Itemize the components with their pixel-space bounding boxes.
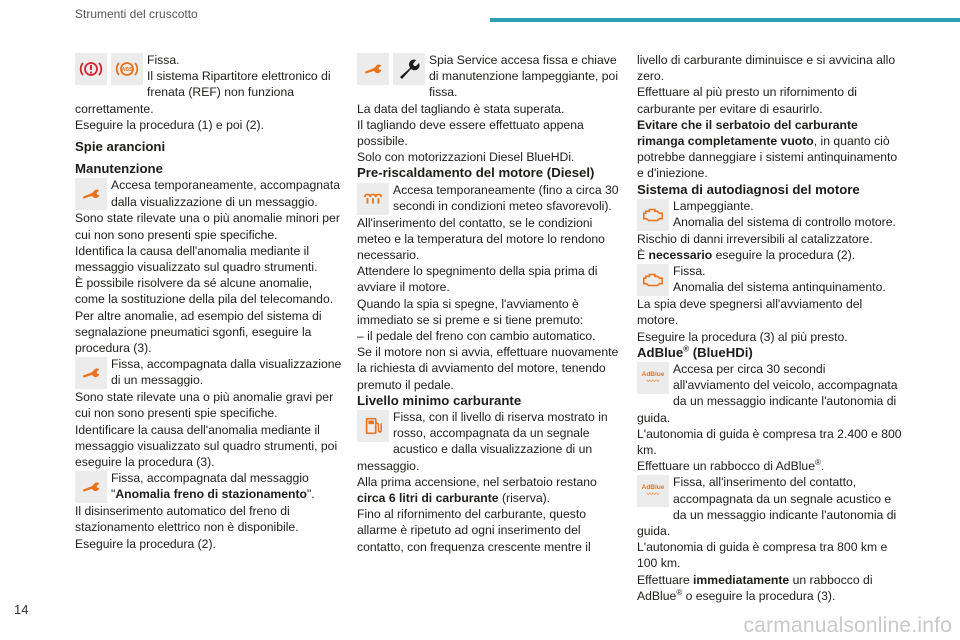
diag-1-p2: Rischio di danni irreversibili al catalizzatore. (637, 231, 873, 246)
diag-2-state: Fissa. (673, 264, 706, 279)
ref-warning-entry (75, 52, 343, 133)
fuel-cont-p3: Evitare che il serbatoio del carburante rimanga completamente vuoto, in quanto ciò potrebbe danneggiare i sistemi antinquinamento e d'iniezione. (637, 117, 898, 181)
subheading-maintenance: Manutenzione (75, 161, 163, 177)
fuel-p2: Fino al rifornimento del carburante, questo allarme è ripetuto ad ogni inserimento del contatto, con frequenza crescente mentre il (357, 507, 591, 554)
adblue-icon: AdBlue 〰〰 (637, 475, 669, 507)
glow-plug-icon (357, 183, 389, 215)
maintenance-2-p1: Sono state rilevate una o più anomalie gravi per cui non sono presenti spie specifiche. (75, 390, 334, 421)
diag-entry-2 (637, 263, 905, 296)
svg-text:ABS: ABS (121, 67, 133, 73)
diag-1-p3: È necessario eseguire la procedura (2). (637, 248, 856, 263)
wrench-black-icon (393, 53, 425, 85)
running-header: Strumenti del cruscotto (75, 7, 198, 21)
preheat-p3: Quando la spia si spegne, l'avviamento è immediato se si preme e si tiene premuto: (357, 296, 584, 327)
service-p1: La data del tagliando è stata superata. (357, 101, 565, 116)
maintenance-1-p1: Sono state rilevate una o più anomalie minori per cui non sono presenti spie specifiche. (75, 211, 340, 242)
maintenance-1-p2: Identifica la causa dell'anomalia mediante il messaggio visualizzato sul quadro strumenti. (75, 243, 318, 275)
diag-entry-1 (637, 198, 905, 231)
ref-description: Il sistema Ripartitore elettronico di frenata (REF) non funziona correttamente. (75, 69, 331, 116)
brake-fault-red-icon (75, 53, 107, 85)
fuel-state: Fissa, con il livello di riserva mostrato in rosso, accompagnata da un segnale acustico e dalla visualizzazione di un messaggio. (357, 410, 608, 473)
ref-state: Fissa. (147, 53, 180, 67)
column-1 (75, 52, 343, 552)
maintenance-1-p3: È possibile risolvere da sé alcune anomalie, come la sostituzione della pila del telecomando. (75, 276, 334, 307)
preheat-entry (357, 182, 625, 215)
subheading-fuel: Livello minimo carburante (357, 392, 522, 408)
fuel-cont-p1: livello di carburante diminuisce e si avvicina allo zero. (637, 53, 896, 84)
diag-2-p3: Eseguire la procedura (3) al più presto. (637, 329, 848, 344)
fuel-pump-icon (357, 410, 389, 442)
wrench-icon (75, 471, 107, 503)
adblue-1-p1: L'autonomia di guida è compresa tra 2.400 e 800 km. (637, 426, 902, 458)
maintenance-entry-1 (75, 177, 343, 210)
watermark: carmanualsonline.info (743, 614, 952, 637)
subheading-adblue: AdBlue® (BlueHDi) (637, 344, 753, 360)
maintenance-3-p2: Eseguire la procedura (2). (75, 536, 216, 551)
engine-icon (637, 264, 669, 296)
fuel-p1: Alla prima accensione, nel serbatoio restano circa 6 litri di carburante (riserva). (357, 474, 597, 506)
engine-icon (637, 199, 669, 231)
wrench-icon (357, 53, 389, 85)
abs-amber-icon (111, 53, 143, 85)
maintenance-1-p4: Per altre anomalie, ad esempio del sistema di segnalazione pneumatici sgonfi, eseguire la procedura (3). (75, 308, 322, 356)
wrench-icon (75, 178, 107, 210)
maintenance-2-p2: Identificare la causa dell'anomalia mediante il messaggio visualizzato sul quadro strumenti, poi eseguire la procedura (3). (75, 422, 338, 470)
preheat-state: Accesa temporaneamente (fino a circa 30 secondi in condizioni meteo sfavorevoli). (393, 182, 619, 213)
subheading-diagnostic: Sistema di autodiagnosi del motore (637, 181, 860, 197)
adblue-icon: AdBlue 〰〰 (637, 362, 669, 394)
adblue-2-p2: Effettuare immediatamente un rabbocco di AdBlue® o eseguire la procedura (3). (637, 572, 873, 603)
preheat-p5: Se il motore non si avvia, effettuare nuovamente la richiesta di avviamento del motore, tenendo premuto il pedale. (357, 345, 619, 392)
maintenance-entry-3 (75, 470, 343, 503)
diag-2-p2: La spia deve spegnersi all'avviamento del motore. (637, 297, 863, 328)
service-entry (357, 52, 625, 101)
maintenance-2-state: Fissa, accompagnata dalla visualizzazione di un messaggio. (111, 357, 342, 388)
preheat-p4: – il pedale del freno con cambio automatico. (357, 329, 596, 344)
wrench-icon (75, 357, 107, 389)
fuel-entry (357, 409, 625, 474)
subheading-preheat: Pre-riscaldamento del motore (Diesel) (357, 165, 595, 181)
adblue-1-state: Accesa per circa 30 secondi all'avviamento del veicolo, accompagnata da un messaggio indicante l'autonomia di guida. (637, 362, 898, 425)
service-p2: Il tagliando deve essere effettuato appena possibile. (357, 117, 584, 149)
maintenance-3-state: Fissa, accompagnata dal messaggio "Anomalia freno di stazionamento". (111, 471, 315, 502)
diag-1-p1: Anomalia del sistema di controllo motore. (673, 215, 896, 230)
maintenance-entry-2 (75, 356, 343, 389)
diag-2-p1: Anomalia del sistema antinquinamento. (673, 280, 886, 295)
service-p3: Solo con motorizzazioni Diesel BlueHDi. (357, 150, 575, 165)
maintenance-1-state: Accesa temporaneamente, accompagnata dalla visualizzazione di un messaggio. (111, 178, 340, 209)
adblue-entry-2 (637, 474, 905, 539)
diag-1-state: Lampeggiante. (673, 198, 754, 213)
maintenance-3-p1: Il disinserimento automatico del freno di stazionamento elettrico non è disponibile. (75, 504, 299, 535)
preheat-p1: All'inserimento del contatto, se le condizioni meteo e la temperatura del motore lo rendono necessario. (357, 215, 605, 263)
ref-action: Eseguire la procedura (1) e poi (2). (75, 117, 265, 132)
section-heading-orange: Spie arancioni (75, 139, 166, 155)
adblue-2-state: Fissa, all'inserimento del contatto, accompagnata da un segnale acustico e da un messaggio indicante l'autonomia di guida. (637, 475, 897, 539)
adblue-1-p2: Effettuare un rabbocco di AdBlue®. (637, 458, 825, 474)
fuel-cont-p2: Effettuare al più presto un rifornimento di carburante per evitare di esaurirlo. (637, 85, 857, 116)
service-state: Spia Service accesa fissa e chiave di manutenzione lampeggiante, poi fissa. (429, 53, 619, 100)
preheat-p2: Attendere lo spegnimento della spia prima di avviare il motore. (357, 264, 598, 295)
adblue-entry-1 (637, 361, 905, 426)
header-accent-bar (490, 18, 960, 22)
page-number: 14 (14, 602, 29, 617)
column-2 (357, 52, 625, 555)
adblue-2-p1: L'autonomia di guida è compresa tra 800 km e 100 km. (637, 540, 888, 571)
column-3 (637, 52, 905, 604)
